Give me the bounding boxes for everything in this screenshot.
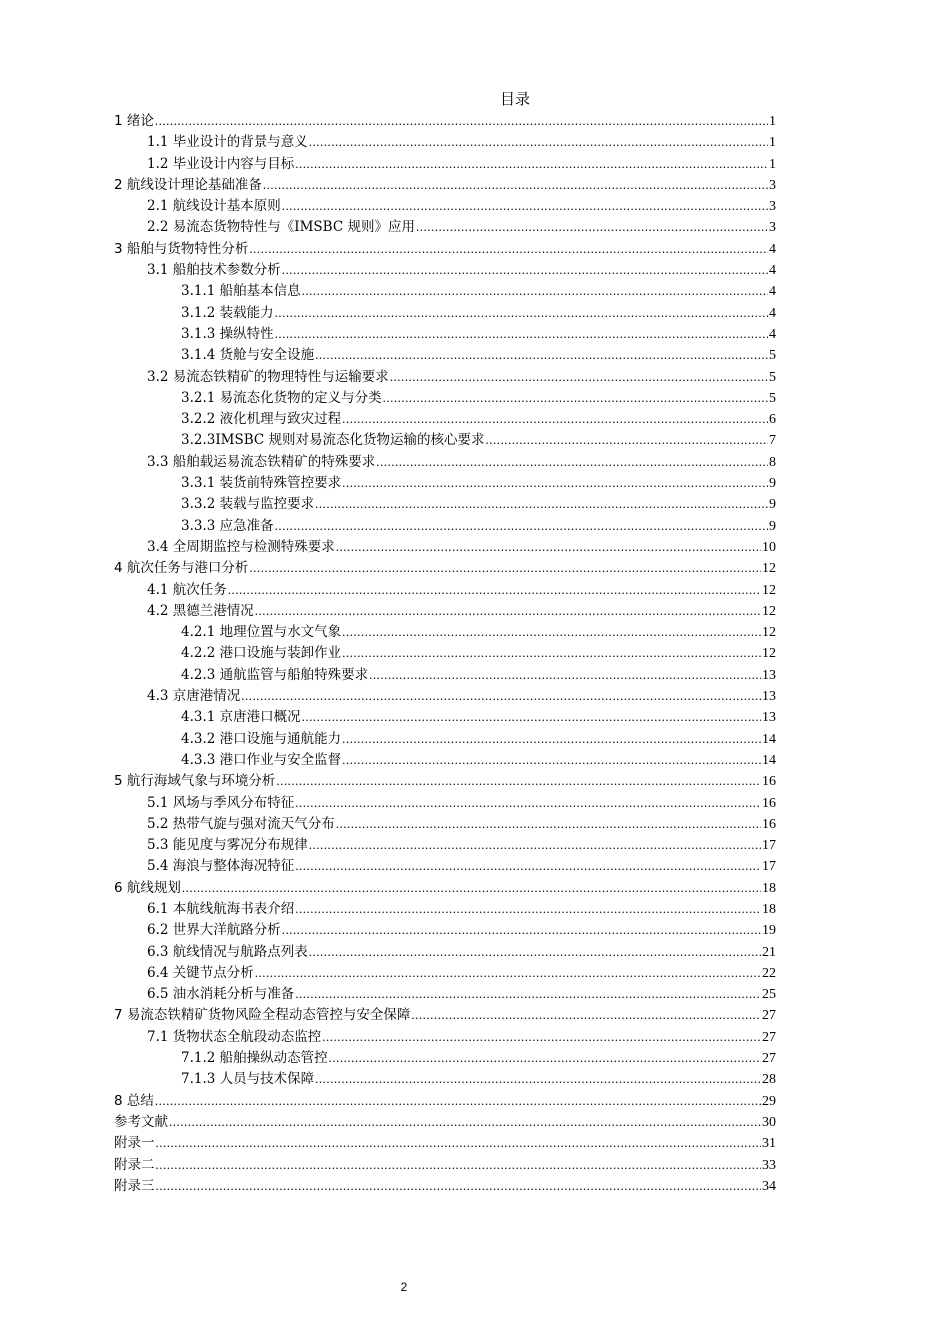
toc-entry-label: 3 船舶与货物特性分析 xyxy=(114,240,249,257)
toc-entry[interactable] xyxy=(114,216,776,237)
toc-entry-page: 27 xyxy=(762,1008,776,1024)
toc-entry[interactable] xyxy=(114,280,776,301)
toc-dot-leader xyxy=(249,557,761,578)
toc-dot-leader xyxy=(295,983,761,1004)
toc-entry-label: 3.2.2 液化机理与致灾过程 xyxy=(181,411,342,428)
toc-dot-leader xyxy=(156,1154,762,1175)
toc-entry-page: 16 xyxy=(762,816,776,832)
toc-entry-label: 附录一 xyxy=(114,1135,155,1152)
toc-entry-page: 13 xyxy=(762,689,776,705)
toc-entry-page: 3 xyxy=(769,220,776,236)
toc-dot-leader xyxy=(249,238,768,259)
toc-entry-label: 参考文献 xyxy=(114,1113,168,1130)
toc-entry-label: 4.1 航次任务 xyxy=(147,581,227,598)
toc-entry[interactable] xyxy=(114,1068,776,1089)
toc-entry[interactable] xyxy=(114,855,776,876)
toc-entry[interactable] xyxy=(114,642,776,663)
toc-entry-page: 33 xyxy=(762,1157,776,1173)
page-number: 2 xyxy=(400,1280,408,1294)
toc-entry[interactable] xyxy=(114,1047,776,1068)
toc-entry-label: 附录二 xyxy=(114,1156,155,1173)
toc-entry-page: 1 xyxy=(769,156,776,172)
toc-entry[interactable] xyxy=(114,366,776,387)
toc-entry-label: 3.1.4 货舱与安全设施 xyxy=(181,347,315,364)
toc-dot-leader xyxy=(342,642,761,663)
toc-entry-page: 27 xyxy=(762,1051,776,1067)
toc-dot-leader xyxy=(156,1175,762,1196)
toc-dot-leader xyxy=(295,855,761,876)
toc-dot-leader xyxy=(255,600,761,621)
toc-dot-leader xyxy=(309,834,761,855)
toc-entry-page: 30 xyxy=(762,1114,776,1130)
toc-entry-label: 5.2 热带气旋与强对流天气分布 xyxy=(147,815,335,832)
toc-entry[interactable] xyxy=(114,1175,776,1196)
toc-dot-leader xyxy=(275,323,768,344)
toc-dot-leader xyxy=(309,941,761,962)
toc-dot-leader xyxy=(315,344,768,365)
toc-entry-page: 16 xyxy=(762,774,776,790)
toc-entry-page: 4 xyxy=(769,326,776,342)
toc-entry-label: 5.3 能见度与雾况分布规律 xyxy=(147,837,308,854)
toc-entry[interactable] xyxy=(114,536,776,557)
toc-entry-page: 4 xyxy=(769,241,776,257)
toc-entry[interactable] xyxy=(114,770,776,791)
toc-entry[interactable] xyxy=(114,621,776,642)
toc-entry-label: 3.3.1 装货前特殊管控要求 xyxy=(181,475,342,492)
toc-entry-label: 3.2 易流态铁精矿的物理特性与运输要求 xyxy=(147,368,389,385)
toc-dot-leader xyxy=(486,429,768,450)
toc-entry[interactable] xyxy=(114,387,776,408)
toc-entry-page: 12 xyxy=(762,603,776,619)
toc-entry[interactable] xyxy=(114,110,776,131)
toc-title: 目录 xyxy=(499,90,530,108)
toc-entry-label: 2.2 易流态货物特性与《IMSBC 规则》应用 xyxy=(147,219,415,236)
toc-entry[interactable] xyxy=(114,153,776,174)
toc-dot-leader xyxy=(255,962,761,983)
toc-entry-page: 5 xyxy=(769,369,776,385)
toc-entry-page: 17 xyxy=(762,859,776,875)
toc-entry-label: 6.1 本航线航海书表介绍 xyxy=(147,900,295,917)
toc-entry[interactable] xyxy=(114,706,776,727)
toc-entry-label: 4.3.1 京唐港口概况 xyxy=(181,709,301,726)
toc-entry[interactable] xyxy=(114,983,776,1004)
toc-entry-label: 2.1 航线设计基本原则 xyxy=(147,198,281,215)
toc-entry-label: 4.3 京唐港情况 xyxy=(147,688,241,705)
toc-entry-page: 13 xyxy=(762,667,776,683)
toc-entry-label: 附录三 xyxy=(114,1177,155,1194)
toc-entry-label: 5.1 风场与季风分布特征 xyxy=(147,794,295,811)
toc-dot-leader xyxy=(416,216,768,237)
toc-dot-leader xyxy=(322,1026,761,1047)
toc-entry-page: 8 xyxy=(769,454,776,470)
toc-entry-page: 7 xyxy=(769,433,776,449)
toc-entry-label: 6.5 油水消耗分析与准备 xyxy=(147,986,295,1003)
toc-entry-label: 8 总结 xyxy=(114,1092,154,1109)
toc-entry-label: 6 航线规划 xyxy=(114,879,181,896)
toc-entry-page: 14 xyxy=(762,752,776,768)
toc-dot-leader xyxy=(295,792,761,813)
toc-entry[interactable] xyxy=(114,898,776,919)
toc-entry-label: 3.1.2 装载能力 xyxy=(181,304,274,321)
toc-dot-leader xyxy=(155,1090,761,1111)
toc-entry[interactable] xyxy=(114,131,776,152)
toc-entry-label: 6.3 航线情况与航路点列表 xyxy=(147,943,308,960)
toc-entry-page: 31 xyxy=(762,1136,776,1152)
toc-entry-label: 3.3.3 应急准备 xyxy=(181,517,274,534)
toc-entry-page: 19 xyxy=(762,923,776,939)
toc-entry-label: 4.2 黑德兰港情况 xyxy=(147,602,254,619)
toc-dot-leader xyxy=(376,451,768,472)
toc-entry-label: 5 航行海域气象与环境分析 xyxy=(114,773,276,790)
toc-entry[interactable] xyxy=(114,302,776,323)
toc-entry-page: 10 xyxy=(762,539,776,555)
toc-entry[interactable] xyxy=(114,429,776,450)
toc-entry[interactable] xyxy=(114,792,776,813)
toc-entry-page: 28 xyxy=(762,1072,776,1088)
toc-entry-label: 3.2.3IMSBC 规则对易流态化货物运输的核心要求 xyxy=(181,432,485,449)
toc-entry-page: 12 xyxy=(762,582,776,598)
toc-dot-leader xyxy=(275,302,768,323)
toc-entry[interactable] xyxy=(114,749,776,770)
toc-entry-page: 6 xyxy=(769,412,776,428)
toc-entry-label: 2 航线设计理论基础准备 xyxy=(114,176,262,193)
toc-dot-leader xyxy=(276,770,761,791)
toc-dot-leader xyxy=(169,1111,761,1132)
toc-entry-page: 17 xyxy=(762,838,776,854)
toc-dot-leader xyxy=(263,174,768,195)
toc-dot-leader xyxy=(282,919,761,940)
toc-entry-page: 4 xyxy=(769,284,776,300)
toc-dot-leader xyxy=(295,153,768,174)
toc-dot-leader xyxy=(155,110,768,131)
toc-entry[interactable] xyxy=(114,1154,776,1175)
toc-entry[interactable] xyxy=(114,877,776,898)
toc-dot-leader xyxy=(369,664,761,685)
toc-entry-page: 13 xyxy=(762,710,776,726)
toc-dot-leader xyxy=(329,1047,761,1068)
toc-dot-leader xyxy=(390,366,768,387)
toc-entry[interactable] xyxy=(114,493,776,514)
toc-entry[interactable] xyxy=(114,962,776,983)
toc-dot-leader xyxy=(302,280,768,301)
toc-entry-label: 1 绪论 xyxy=(114,113,154,129)
toc-entry-label: 4 航次任务与港口分析 xyxy=(114,560,249,577)
toc-entry-page: 9 xyxy=(769,476,776,492)
toc-dot-leader xyxy=(309,131,768,152)
toc-dot-leader xyxy=(275,515,768,536)
toc-entry-page: 21 xyxy=(762,944,776,960)
toc-entry-label: 3.1 船舶技术参数分析 xyxy=(147,262,281,279)
toc-dot-leader xyxy=(315,493,768,514)
toc-dot-leader xyxy=(411,1004,761,1025)
toc-dot-leader xyxy=(342,728,761,749)
toc-entry[interactable] xyxy=(114,941,776,962)
toc-dot-leader xyxy=(282,259,768,280)
toc-entry[interactable] xyxy=(114,1004,776,1025)
toc-entry-page: 5 xyxy=(769,348,776,364)
toc-entry[interactable] xyxy=(114,195,776,216)
toc-entry-label: 3.3 船舶载运易流态铁精矿的特殊要求 xyxy=(147,453,376,470)
toc-dot-leader xyxy=(336,813,761,834)
toc-dot-leader xyxy=(383,387,768,408)
toc-dot-leader xyxy=(342,408,768,429)
toc-dot-leader xyxy=(282,195,768,216)
toc-entry[interactable] xyxy=(114,1111,776,1132)
toc-entry-page: 18 xyxy=(762,901,776,917)
toc-entry[interactable] xyxy=(114,408,776,429)
toc-entry[interactable] xyxy=(114,813,776,834)
toc-dot-leader xyxy=(342,749,761,770)
toc-entry[interactable] xyxy=(114,919,776,940)
toc-entry[interactable] xyxy=(114,557,776,578)
toc-dot-leader xyxy=(241,685,761,706)
toc-dot-leader xyxy=(342,472,768,493)
toc-entry-label: 5.4 海浪与整体海况特征 xyxy=(147,858,295,875)
toc-entry[interactable] xyxy=(114,472,776,493)
toc-entry[interactable] xyxy=(114,600,776,621)
toc-entry-label: 4.2.2 港口设施与装卸作业 xyxy=(181,645,342,662)
toc-entry-label: 7 易流态铁精矿货物风险全程动态管控与安全保障 xyxy=(114,1007,411,1024)
toc-entry[interactable] xyxy=(114,323,776,344)
toc-entry-page: 12 xyxy=(762,625,776,641)
toc-entry-label: 4.2.1 地理位置与水文气象 xyxy=(181,624,342,641)
toc-entry-page: 4 xyxy=(769,263,776,279)
toc-entry-page: 14 xyxy=(762,731,776,747)
toc-dot-leader xyxy=(315,1068,761,1089)
toc-dot-leader xyxy=(228,579,761,600)
toc-entry[interactable] xyxy=(114,259,776,280)
toc-entry-page: 1 xyxy=(769,114,776,129)
toc-entry[interactable] xyxy=(114,238,776,259)
toc-entry-page: 12 xyxy=(762,561,776,577)
toc-entry[interactable] xyxy=(114,1090,776,1111)
toc-entry-page: 29 xyxy=(762,1093,776,1109)
toc-entry-label: 7.1 货物状态全航段动态监控 xyxy=(147,1028,322,1045)
toc-entry-page: 1 xyxy=(769,135,776,151)
toc-entry-label: 7.1.3 人员与技术保障 xyxy=(181,1071,315,1088)
toc-entry[interactable] xyxy=(114,1026,776,1047)
toc-entry[interactable] xyxy=(114,579,776,600)
toc-entry[interactable] xyxy=(114,728,776,749)
toc-entry-label: 6.2 世界大洋航路分析 xyxy=(147,922,281,939)
toc-entry-page: 4 xyxy=(769,305,776,321)
toc-entry-label: 3.2.1 易流态化货物的定义与分类 xyxy=(181,389,382,406)
toc-entry-page: 9 xyxy=(769,518,776,534)
table-of-contents xyxy=(114,110,776,1196)
toc-entry-page: 27 xyxy=(762,1029,776,1045)
toc-entry-page: 22 xyxy=(762,965,776,981)
toc-entry-label: 3.3.2 装载与监控要求 xyxy=(181,496,315,513)
toc-entry-label: 3.1.1 船舶基本信息 xyxy=(181,283,301,300)
toc-entry-label: 4.3.3 港口作业与安全监督 xyxy=(181,751,342,768)
toc-entry[interactable] xyxy=(114,515,776,536)
toc-entry-page: 18 xyxy=(762,880,776,896)
toc-entry[interactable] xyxy=(114,685,776,706)
toc-entry[interactable] xyxy=(114,664,776,685)
toc-entry-page: 25 xyxy=(762,987,776,1003)
toc-entry-page: 3 xyxy=(769,177,776,193)
toc-entry-label: 1.2 毕业设计内容与目标 xyxy=(147,155,295,172)
toc-dot-leader xyxy=(342,621,761,642)
toc-entry-label: 4.3.2 港口设施与通航能力 xyxy=(181,730,342,747)
toc-entry[interactable] xyxy=(114,344,776,365)
toc-dot-leader xyxy=(336,536,761,557)
toc-entry-label: 3.1.3 操纵特性 xyxy=(181,325,274,342)
toc-entry-page: 16 xyxy=(762,795,776,811)
toc-entry[interactable] xyxy=(114,834,776,855)
toc-entry-label: 4.2.3 通航监管与船舶特殊要求 xyxy=(181,666,369,683)
toc-dot-leader xyxy=(295,898,761,919)
toc-dot-leader xyxy=(156,1132,762,1153)
toc-entry-page: 12 xyxy=(762,646,776,662)
toc-entry-label: 3.4 全周期监控与检测特殊要求 xyxy=(147,538,335,555)
toc-entry-label: 7.1.2 船舶操纵动态管控 xyxy=(181,1050,328,1067)
toc-dot-leader xyxy=(182,877,761,898)
toc-entry[interactable] xyxy=(114,451,776,472)
toc-entry[interactable] xyxy=(114,174,776,195)
toc-entry-page: 3 xyxy=(769,199,776,215)
toc-entry[interactable] xyxy=(114,1132,776,1153)
toc-dot-leader xyxy=(302,706,761,727)
toc-entry-page: 9 xyxy=(769,497,776,513)
toc-entry-page: 34 xyxy=(762,1178,776,1194)
toc-entry-page: 5 xyxy=(769,390,776,406)
toc-entry-label: 1.1 毕业设计的背景与意义 xyxy=(147,134,308,151)
toc-entry-label: 6.4 关键节点分析 xyxy=(147,964,254,981)
